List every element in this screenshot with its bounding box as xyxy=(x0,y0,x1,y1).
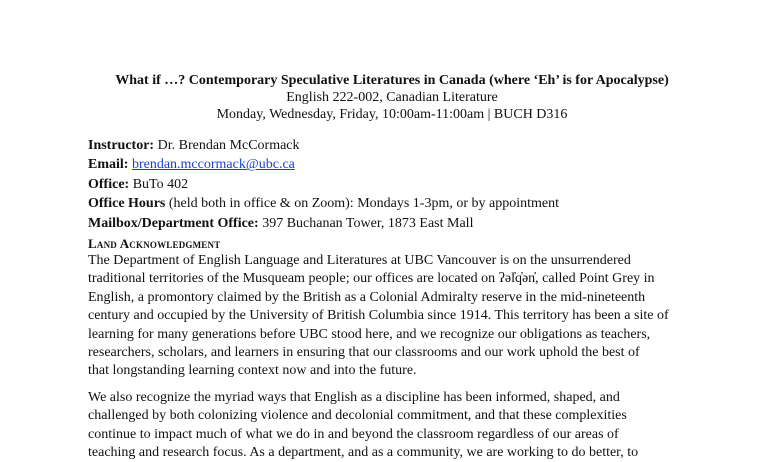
instructor-line xyxy=(88,136,728,155)
mailbox-label: Mailbox/Department Office: xyxy=(88,215,259,231)
course-header xyxy=(0,72,784,123)
paragraph-line: English, a promontory claimed by the British as a Colonial Admiralty reserve in the mid-nineteenth xyxy=(88,289,646,305)
paragraph-line: traditional territories of the Musqueam people; our offices are located on ʔəl̓q̓ən̓, called Point Grey in xyxy=(88,271,655,287)
course-title: What if …? Contemporary Speculative Literatures in Canada (where ‘Eh’ is for Apocalypse) xyxy=(115,73,669,88)
land-acknowledgment-paragraph-2 xyxy=(88,389,718,462)
land-acknowledgment-section xyxy=(88,235,718,462)
paragraph-line: century and occupied by the University of British Columbia since 1914. This territory has been a site of xyxy=(88,308,669,324)
paragraph-line: teaching and research focus. As a department, and as a community, we are working to do better, to xyxy=(88,445,639,461)
office-hours-label: Office Hours xyxy=(88,196,166,212)
email-label: Email: xyxy=(88,157,129,173)
land-acknowledgment-paragraph-1 xyxy=(88,252,718,381)
paragraph-line: The Department of English Language and Literatures at UBC Vancouver is on the unsurrendered xyxy=(88,253,631,268)
course-code: English 222-002, Canadian Literature xyxy=(286,90,498,105)
instructor-label: Instructor: xyxy=(88,138,155,153)
paragraph-line: that longstanding learning context now and into the future. xyxy=(88,363,417,379)
office-label: Office: xyxy=(88,176,130,192)
instructor-value: Dr. Brendan McCormack xyxy=(154,138,300,153)
paragraph-line: challenged by both colonizing violence and decolonial commitment, and that these complexities xyxy=(88,408,627,424)
paragraph-line: researchers, scholars, and learners in ensuring that our classrooms and our work uphold the best of xyxy=(88,345,640,361)
office-hours-line xyxy=(88,194,728,213)
paragraph-line: continue to impact much of what we do in and beyond the classroom regardless of our areas of xyxy=(88,426,619,442)
course-schedule: Monday, Wednesday, Friday, 10:00am-11:00am | BUCH D316 xyxy=(216,107,568,122)
paragraph-line: We also recognize the myriad ways that English as a discipline has been informed, shaped, and xyxy=(88,389,620,405)
land-acknowledgment-heading: Land Acknowledgment xyxy=(88,236,221,251)
paragraph-line: learning for many generations before UBC stood here, and we recognize our obligations as teachers, xyxy=(88,326,651,342)
mailbox-line xyxy=(88,214,728,233)
instructor-info xyxy=(88,136,728,233)
office-line xyxy=(88,175,728,194)
office-value: BuTo 402 xyxy=(129,176,189,192)
email-line xyxy=(88,155,728,174)
office-hours-value: (held both in office & on Zoom): Mondays 1-3pm, or by appointment xyxy=(165,196,560,212)
mailbox-value: 397 Buchanan Tower, 1873 East Mall xyxy=(258,215,474,231)
email-link[interactable]: brendan.mccormack@ubc.ca xyxy=(131,157,295,173)
